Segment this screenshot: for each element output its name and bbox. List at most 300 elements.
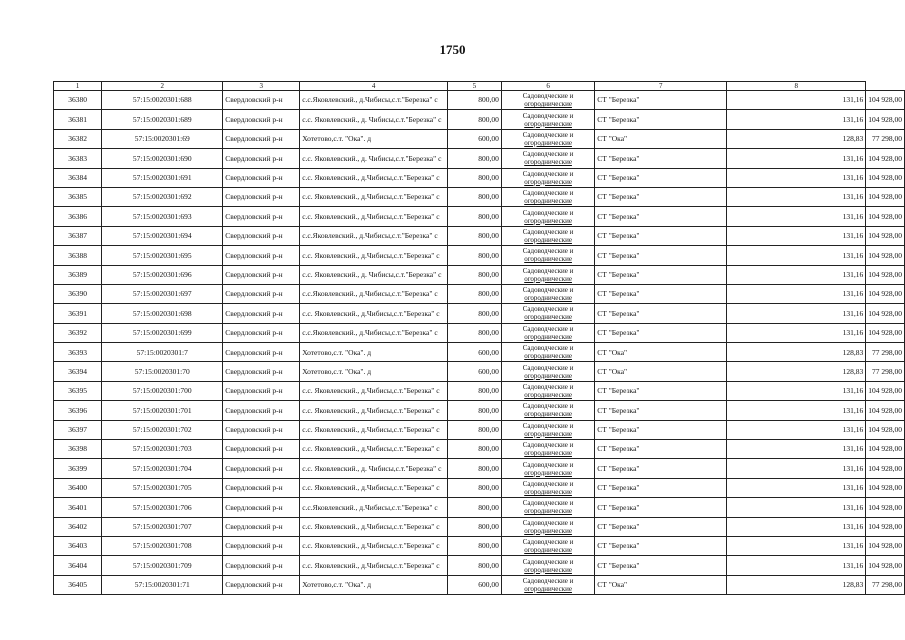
cell-district: Свердловский р-н (223, 498, 300, 517)
cell-location: с.с. Яковлевский., д.Чибисы,с.т."Березка" с (300, 517, 448, 536)
land-use-line-1: Садоводческие и (522, 130, 574, 139)
cell-unit-value: 128,83 (727, 575, 866, 594)
cell-location: с.с. Яковлевский., д.Чибисы,с.т."Березка" с (300, 168, 448, 187)
cell-district: Свердловский р-н (223, 129, 300, 148)
cell-district: Свердловский р-н (223, 304, 300, 323)
cell-cadastral-value: 77 298,00 (866, 575, 905, 594)
cell-row-number: 36390 (54, 284, 102, 303)
column-header: 1 (54, 82, 102, 91)
cell-row-number: 36398 (54, 440, 102, 459)
land-use-line-2: огороднические (524, 332, 572, 341)
cell-land-use (501, 149, 594, 168)
cell-area: 600,00 (447, 575, 501, 594)
cell-unit-value: 131,16 (727, 556, 866, 575)
table-row (54, 265, 905, 284)
cell-district: Свердловский р-н (223, 226, 300, 245)
table-row (54, 381, 905, 400)
cell-district: Свердловский р-н (223, 381, 300, 400)
table-row (54, 304, 905, 323)
cell-cadastral-value: 104 928,00 (866, 420, 905, 439)
cell-cadastral-number: 57:15:0020301:705 (102, 478, 223, 497)
land-use-line-1: Садоводческие и (522, 576, 574, 585)
land-use-line-2: огороднические (524, 352, 572, 361)
cell-partnership: СТ "Березка" (595, 478, 727, 497)
cell-cadastral-number: 57:15:0020301:693 (102, 207, 223, 226)
cell-row-number: 36396 (54, 401, 102, 420)
land-use-line-2: огороднические (524, 294, 572, 303)
cell-district: Свердловский р-н (223, 168, 300, 187)
cell-row-number: 36380 (54, 91, 102, 110)
cell-cadastral-value: 104 928,00 (866, 284, 905, 303)
table-row (54, 343, 905, 362)
cell-partnership: СТ "Березка" (595, 246, 727, 265)
cell-cadastral-value: 104 928,00 (866, 401, 905, 420)
cell-unit-value: 131,16 (727, 304, 866, 323)
page-number: 1750 (439, 42, 466, 57)
cell-unit-value: 131,16 (727, 284, 866, 303)
cell-unit-value: 131,16 (727, 187, 866, 206)
table-row (54, 401, 905, 420)
cell-district: Свердловский р-н (223, 459, 300, 478)
cell-district: Свердловский р-н (223, 517, 300, 536)
cell-cadastral-value: 104 928,00 (866, 440, 905, 459)
cell-land-use (501, 575, 594, 594)
cell-location: с.с.Яковлевский., д.Чибисы,с.т."Березка" с (300, 323, 448, 342)
cell-district: Свердловский р-н (223, 420, 300, 439)
cell-cadastral-number: 57:15:0020301:69 (102, 129, 223, 148)
header-row (54, 82, 905, 91)
cell-row-number: 36382 (54, 129, 102, 148)
cell-land-use (501, 207, 594, 226)
land-use-line-2: огороднические (524, 100, 572, 109)
cell-cadastral-value: 104 928,00 (866, 246, 905, 265)
cell-partnership: СТ "Березка" (595, 459, 727, 478)
land-use-line-1: Садоводческие и (522, 111, 574, 120)
cell-cadastral-value: 104 928,00 (866, 110, 905, 129)
cell-land-use (501, 381, 594, 400)
cell-location: с.с. Яковлевский., д.Чибисы,с.т."Березка" с (300, 187, 448, 206)
cell-cadastral-number: 57:15:0020301:706 (102, 498, 223, 517)
cell-cadastral-value: 104 928,00 (866, 498, 905, 517)
land-use-line-2: огороднические (524, 158, 572, 167)
column-header: 7 (595, 82, 727, 91)
cell-unit-value: 131,16 (727, 381, 866, 400)
cell-cadastral-number: 57:15:0020301:71 (102, 575, 223, 594)
cell-cadastral-number: 57:15:0020301:70 (102, 362, 223, 381)
cell-cadastral-value: 77 298,00 (866, 129, 905, 148)
cell-partnership: СТ "Ока" (595, 129, 727, 148)
cell-land-use (501, 129, 594, 148)
cell-area: 800,00 (447, 284, 501, 303)
cell-area: 800,00 (447, 498, 501, 517)
table-row (54, 517, 905, 536)
cell-location: Хотетово,с.т. "Ока". д (300, 129, 448, 148)
cell-partnership: СТ "Березка" (595, 556, 727, 575)
cell-district: Свердловский р-н (223, 284, 300, 303)
cell-location: с.с.Яковлевский., д.Чибисы,с.т."Березка" с (300, 226, 448, 245)
table-row (54, 440, 905, 459)
table-row (54, 323, 905, 342)
cell-cadastral-value: 77 298,00 (866, 362, 905, 381)
cell-cadastral-number: 57:15:0020301:691 (102, 168, 223, 187)
land-use-line-2: огороднические (524, 429, 572, 438)
land-use-line-2: огороднические (524, 584, 572, 593)
cell-district: Свердловский р-н (223, 343, 300, 362)
land-use-line-2: огороднические (524, 526, 572, 535)
cell-location: с.с. Яковлевский., д.Чибисы,с.т."Березка" с (300, 401, 448, 420)
land-use-line-2: огороднические (524, 313, 572, 322)
cell-land-use (501, 362, 594, 381)
cell-area: 800,00 (447, 207, 501, 226)
cell-row-number: 36386 (54, 207, 102, 226)
land-use-line-1: Садоводческие и (522, 247, 574, 256)
table-row (54, 129, 905, 148)
land-use-line-2: огороднические (524, 449, 572, 458)
cell-location: с.с.Яковлевский., д.Чибисы,с.т."Березка" с (300, 498, 448, 517)
cell-district: Свердловский р-н (223, 207, 300, 226)
cell-land-use (501, 168, 594, 187)
cell-cadastral-number: 57:15:0020301:696 (102, 265, 223, 284)
land-use-line-1: Садоводческие и (522, 266, 574, 275)
cell-unit-value: 131,16 (727, 110, 866, 129)
cell-cadastral-value: 104 928,00 (866, 459, 905, 478)
table-row (54, 149, 905, 168)
land-use-line-2: огороднические (524, 546, 572, 555)
cell-cadastral-value: 104 928,00 (866, 91, 905, 110)
cell-cadastral-number: 57:15:0020301:702 (102, 420, 223, 439)
cell-unit-value: 131,16 (727, 226, 866, 245)
cell-partnership: СТ "Березка" (595, 110, 727, 129)
cell-partnership: СТ "Березка" (595, 265, 727, 284)
cell-unit-value: 131,16 (727, 401, 866, 420)
land-use-line-1: Садоводческие и (522, 324, 574, 333)
cell-partnership: СТ "Березка" (595, 440, 727, 459)
cell-partnership: СТ "Березка" (595, 304, 727, 323)
cell-cadastral-value: 104 928,00 (866, 207, 905, 226)
cell-area: 800,00 (447, 381, 501, 400)
cell-partnership: СТ "Березка" (595, 284, 727, 303)
cell-cadastral-number: 57:15:0020301:690 (102, 149, 223, 168)
cell-row-number: 36400 (54, 478, 102, 497)
cell-unit-value: 131,16 (727, 498, 866, 517)
cell-district: Свердловский р-н (223, 536, 300, 555)
cell-location: с.с. Яковлевский., д. Чибисы,с.т."Березка" с (300, 265, 448, 284)
land-use-line-2: огороднические (524, 197, 572, 206)
cell-area: 800,00 (447, 168, 501, 187)
cell-unit-value: 131,16 (727, 440, 866, 459)
cell-area: 800,00 (447, 149, 501, 168)
land-registry-table (53, 81, 905, 595)
cell-cadastral-number: 57:15:0020301:698 (102, 304, 223, 323)
land-use-line-2: огороднические (524, 565, 572, 574)
cell-cadastral-number: 57:15:0020301:694 (102, 226, 223, 245)
cell-land-use (501, 536, 594, 555)
cell-partnership: СТ "Березка" (595, 381, 727, 400)
cell-area: 800,00 (447, 459, 501, 478)
cell-cadastral-number: 57:15:0020301:708 (102, 536, 223, 555)
cell-district: Свердловский р-н (223, 401, 300, 420)
cell-cadastral-number: 57:15:0020301:699 (102, 323, 223, 342)
cell-land-use (501, 478, 594, 497)
table-row (54, 498, 905, 517)
cell-unit-value: 131,16 (727, 149, 866, 168)
land-use-line-2: огороднические (524, 488, 572, 496)
land-use-line-1: Садоводческие и (522, 402, 574, 411)
cell-district: Свердловский р-н (223, 265, 300, 284)
cell-cadastral-value: 104 928,00 (866, 536, 905, 555)
land-use-line-1: Садоводческие и (522, 557, 574, 566)
cell-cadastral-value: 104 928,00 (866, 149, 905, 168)
cell-location: с.с.Яковлевский., д.Чибисы,с.т."Березка" с (300, 284, 448, 303)
cell-area: 800,00 (447, 420, 501, 439)
land-use-line-2: огороднические (524, 274, 572, 283)
cell-district: Свердловский р-н (223, 246, 300, 265)
cell-row-number: 36387 (54, 226, 102, 245)
land-use-line-1: Садоводческие и (522, 92, 574, 101)
cell-row-number: 36384 (54, 168, 102, 187)
cell-partnership: СТ "Березка" (595, 323, 727, 342)
cell-row-number: 36389 (54, 265, 102, 284)
cell-cadastral-value: 104 928,00 (866, 265, 905, 284)
land-use-line-1: Садоводческие и (522, 499, 574, 508)
cell-unit-value: 131,16 (727, 207, 866, 226)
table-row (54, 207, 905, 226)
land-use-line-1: Садоводческие и (522, 441, 574, 450)
cell-unit-value: 128,83 (727, 362, 866, 381)
cell-area: 800,00 (447, 304, 501, 323)
cell-row-number: 36404 (54, 556, 102, 575)
land-use-line-1: Садоводческие и (522, 383, 574, 392)
land-use-line-1: Садоводческие и (522, 208, 574, 217)
cell-cadastral-value: 104 928,00 (866, 187, 905, 206)
cell-area: 800,00 (447, 517, 501, 536)
land-use-line-1: Садоводческие и (522, 538, 574, 547)
land-use-line-2: огороднические (524, 468, 572, 477)
cell-unit-value: 128,83 (727, 129, 866, 148)
cell-unit-value: 131,16 (727, 478, 866, 497)
cell-unit-value: 131,16 (727, 91, 866, 110)
column-header: 5 (447, 82, 501, 91)
cell-partnership: СТ "Березка" (595, 536, 727, 555)
cell-land-use (501, 420, 594, 439)
cell-row-number: 36402 (54, 517, 102, 536)
table-row (54, 284, 905, 303)
table-row (54, 246, 905, 265)
cell-area: 800,00 (447, 440, 501, 459)
cell-partnership: СТ "Ока" (595, 362, 727, 381)
cell-land-use (501, 343, 594, 362)
cell-district: Свердловский р-н (223, 575, 300, 594)
land-use-line-1: Садоводческие и (522, 150, 574, 159)
column-header: 3 (223, 82, 300, 91)
cell-land-use (501, 265, 594, 284)
cell-cadastral-value: 104 928,00 (866, 168, 905, 187)
land-use-line-1: Садоводческие и (522, 363, 574, 372)
table-row (54, 226, 905, 245)
cell-land-use (501, 246, 594, 265)
cell-area: 800,00 (447, 91, 501, 110)
cell-cadastral-number: 57:15:0020301:704 (102, 459, 223, 478)
land-use-line-2: огороднические (524, 507, 572, 516)
cell-row-number: 36381 (54, 110, 102, 129)
cell-land-use (501, 517, 594, 536)
table-row (54, 420, 905, 439)
cell-unit-value: 131,16 (727, 459, 866, 478)
land-use-line-1: Садоводческие и (522, 286, 574, 295)
cell-row-number: 36399 (54, 459, 102, 478)
cell-land-use (501, 401, 594, 420)
cell-area: 600,00 (447, 343, 501, 362)
land-use-line-1: Садоводческие и (522, 460, 574, 469)
land-use-line-2: огороднические (524, 235, 572, 244)
cell-cadastral-number: 57:15:0020301:688 (102, 91, 223, 110)
cell-row-number: 36385 (54, 187, 102, 206)
cell-location: с.с. Яковлевский., д.Чибисы,с.т."Березка" с (300, 207, 448, 226)
column-header: 8 (727, 82, 866, 91)
cell-cadastral-number: 57:15:0020301:692 (102, 187, 223, 206)
land-use-line-1: Садоводческие и (522, 518, 574, 527)
cell-district: Свердловский р-н (223, 91, 300, 110)
cell-area: 800,00 (447, 246, 501, 265)
cell-cadastral-value: 77 298,00 (866, 343, 905, 362)
cell-land-use (501, 323, 594, 342)
cell-land-use (501, 226, 594, 245)
cell-district: Свердловский р-н (223, 149, 300, 168)
cell-partnership: СТ "Березка" (595, 168, 727, 187)
cell-cadastral-value: 104 928,00 (866, 304, 905, 323)
cell-row-number: 36391 (54, 304, 102, 323)
land-use-line-1: Садоводческие и (522, 227, 574, 236)
cell-land-use (501, 459, 594, 478)
cell-area: 800,00 (447, 187, 501, 206)
cell-cadastral-number: 57:15:0020301:709 (102, 556, 223, 575)
cell-land-use (501, 91, 594, 110)
table-row (54, 575, 905, 594)
cell-district: Свердловский р-н (223, 323, 300, 342)
cell-partnership: СТ "Березка" (595, 420, 727, 439)
land-use-line-1: Садоводческие и (522, 421, 574, 430)
cell-location: с.с. Яковлевский., д.Чибисы,с.т."Березка" с (300, 440, 448, 459)
cell-row-number: 36403 (54, 536, 102, 555)
land-use-line-1: Садоводческие и (522, 480, 574, 488)
cell-cadastral-number: 57:15:0020301:695 (102, 246, 223, 265)
cell-partnership: СТ "Березка" (595, 401, 727, 420)
table-row (54, 362, 905, 381)
cell-cadastral-number: 57:15:0020301:689 (102, 110, 223, 129)
cell-land-use (501, 187, 594, 206)
table-row (54, 478, 905, 497)
cell-partnership: СТ "Березка" (595, 517, 727, 536)
land-use-line-2: огороднические (524, 216, 572, 225)
cell-district: Свердловский р-н (223, 187, 300, 206)
table-row (54, 459, 905, 478)
cell-unit-value: 131,16 (727, 536, 866, 555)
cell-area: 800,00 (447, 226, 501, 245)
cell-cadastral-value: 104 928,00 (866, 517, 905, 536)
cell-cadastral-value: 104 928,00 (866, 556, 905, 575)
cell-location: с.с. Яковлевский., д.Чибисы,с.т."Березка" с (300, 246, 448, 265)
cell-location: Хотетово,с.т. "Ока". д (300, 575, 448, 594)
cell-partnership: СТ "Ока" (595, 343, 727, 362)
cell-partnership: СТ "Березка" (595, 498, 727, 517)
table-row (54, 91, 905, 110)
cell-district: Свердловский р-н (223, 440, 300, 459)
cell-row-number: 36397 (54, 420, 102, 439)
cell-cadastral-number: 57:15:0020301:7 (102, 343, 223, 362)
column-header: 6 (501, 82, 594, 91)
table-row (54, 187, 905, 206)
cell-location: с.с. Яковлевский., д.Чибисы,с.т."Березка" с (300, 381, 448, 400)
cell-row-number: 36394 (54, 362, 102, 381)
cell-land-use (501, 284, 594, 303)
cell-location: с.с. Яковлевский., д. Чибисы,с.т."Березка" с (300, 110, 448, 129)
cell-cadastral-number: 57:15:0020301:701 (102, 401, 223, 420)
cell-district: Свердловский р-н (223, 110, 300, 129)
land-use-line-2: огороднические (524, 177, 572, 186)
table-row (54, 168, 905, 187)
column-header: 2 (102, 82, 223, 91)
cell-partnership: СТ "Ока" (595, 575, 727, 594)
cell-location: с.с. Яковлевский., д. Чибисы,с.т."Березка" с (300, 459, 448, 478)
cell-cadastral-number: 57:15:0020301:703 (102, 440, 223, 459)
table-row (54, 110, 905, 129)
land-use-line-1: Садоводческие и (522, 189, 574, 198)
cell-row-number: 36401 (54, 498, 102, 517)
table-body (54, 91, 905, 595)
cell-row-number: 36395 (54, 381, 102, 400)
cell-area: 800,00 (447, 323, 501, 342)
land-use-line-1: Садоводческие и (522, 344, 574, 353)
land-use-line-2: огороднические (524, 391, 572, 400)
cell-area: 800,00 (447, 478, 501, 497)
cell-area: 800,00 (447, 401, 501, 420)
cell-partnership: СТ "Березка" (595, 187, 727, 206)
cell-location: с.с. Яковлевский., д.Чибисы,с.т."Березка" с (300, 420, 448, 439)
cell-land-use (501, 110, 594, 129)
cell-location: Хотетово,с.т. "Ока". д (300, 362, 448, 381)
cell-location: с.с. Яковлевский., д.Чибисы,с.т."Березка" с (300, 304, 448, 323)
land-use-line-2: огороднические (524, 138, 572, 147)
cell-partnership: СТ "Березка" (595, 149, 727, 168)
cell-row-number: 36392 (54, 323, 102, 342)
cell-location: с.с. Яковлевский., д. Чибисы,с.т."Березка" с (300, 149, 448, 168)
cell-partnership: СТ "Березка" (595, 91, 727, 110)
cell-area: 800,00 (447, 110, 501, 129)
table-row (54, 536, 905, 555)
cell-cadastral-value: 104 928,00 (866, 478, 905, 497)
cell-cadastral-value: 104 928,00 (866, 226, 905, 245)
land-use-line-1: Садоводческие и (522, 169, 574, 178)
cell-unit-value: 128,83 (727, 343, 866, 362)
cell-row-number: 36393 (54, 343, 102, 362)
land-use-line-2: огороднические (524, 410, 572, 419)
cell-land-use (501, 440, 594, 459)
cell-location: с.с. Яковлевский., д.Чибисы,с.т."Березка" с (300, 556, 448, 575)
cell-partnership: СТ "Березка" (595, 226, 727, 245)
cell-unit-value: 131,16 (727, 246, 866, 265)
cell-location: с.с. Яковлевский., д.Чибисы,с.т."Березка" с (300, 478, 448, 497)
cell-area: 800,00 (447, 556, 501, 575)
cell-unit-value: 131,16 (727, 323, 866, 342)
cell-land-use (501, 304, 594, 323)
cell-unit-value: 131,16 (727, 517, 866, 536)
cell-unit-value: 131,16 (727, 168, 866, 187)
cell-unit-value: 131,16 (727, 265, 866, 284)
cell-land-use (501, 556, 594, 575)
cell-cadastral-number: 57:15:0020301:707 (102, 517, 223, 536)
cell-location: с.с. Яковлевский., д.Чибисы,с.т."Березка" с (300, 536, 448, 555)
cell-partnership: СТ "Березка" (595, 207, 727, 226)
